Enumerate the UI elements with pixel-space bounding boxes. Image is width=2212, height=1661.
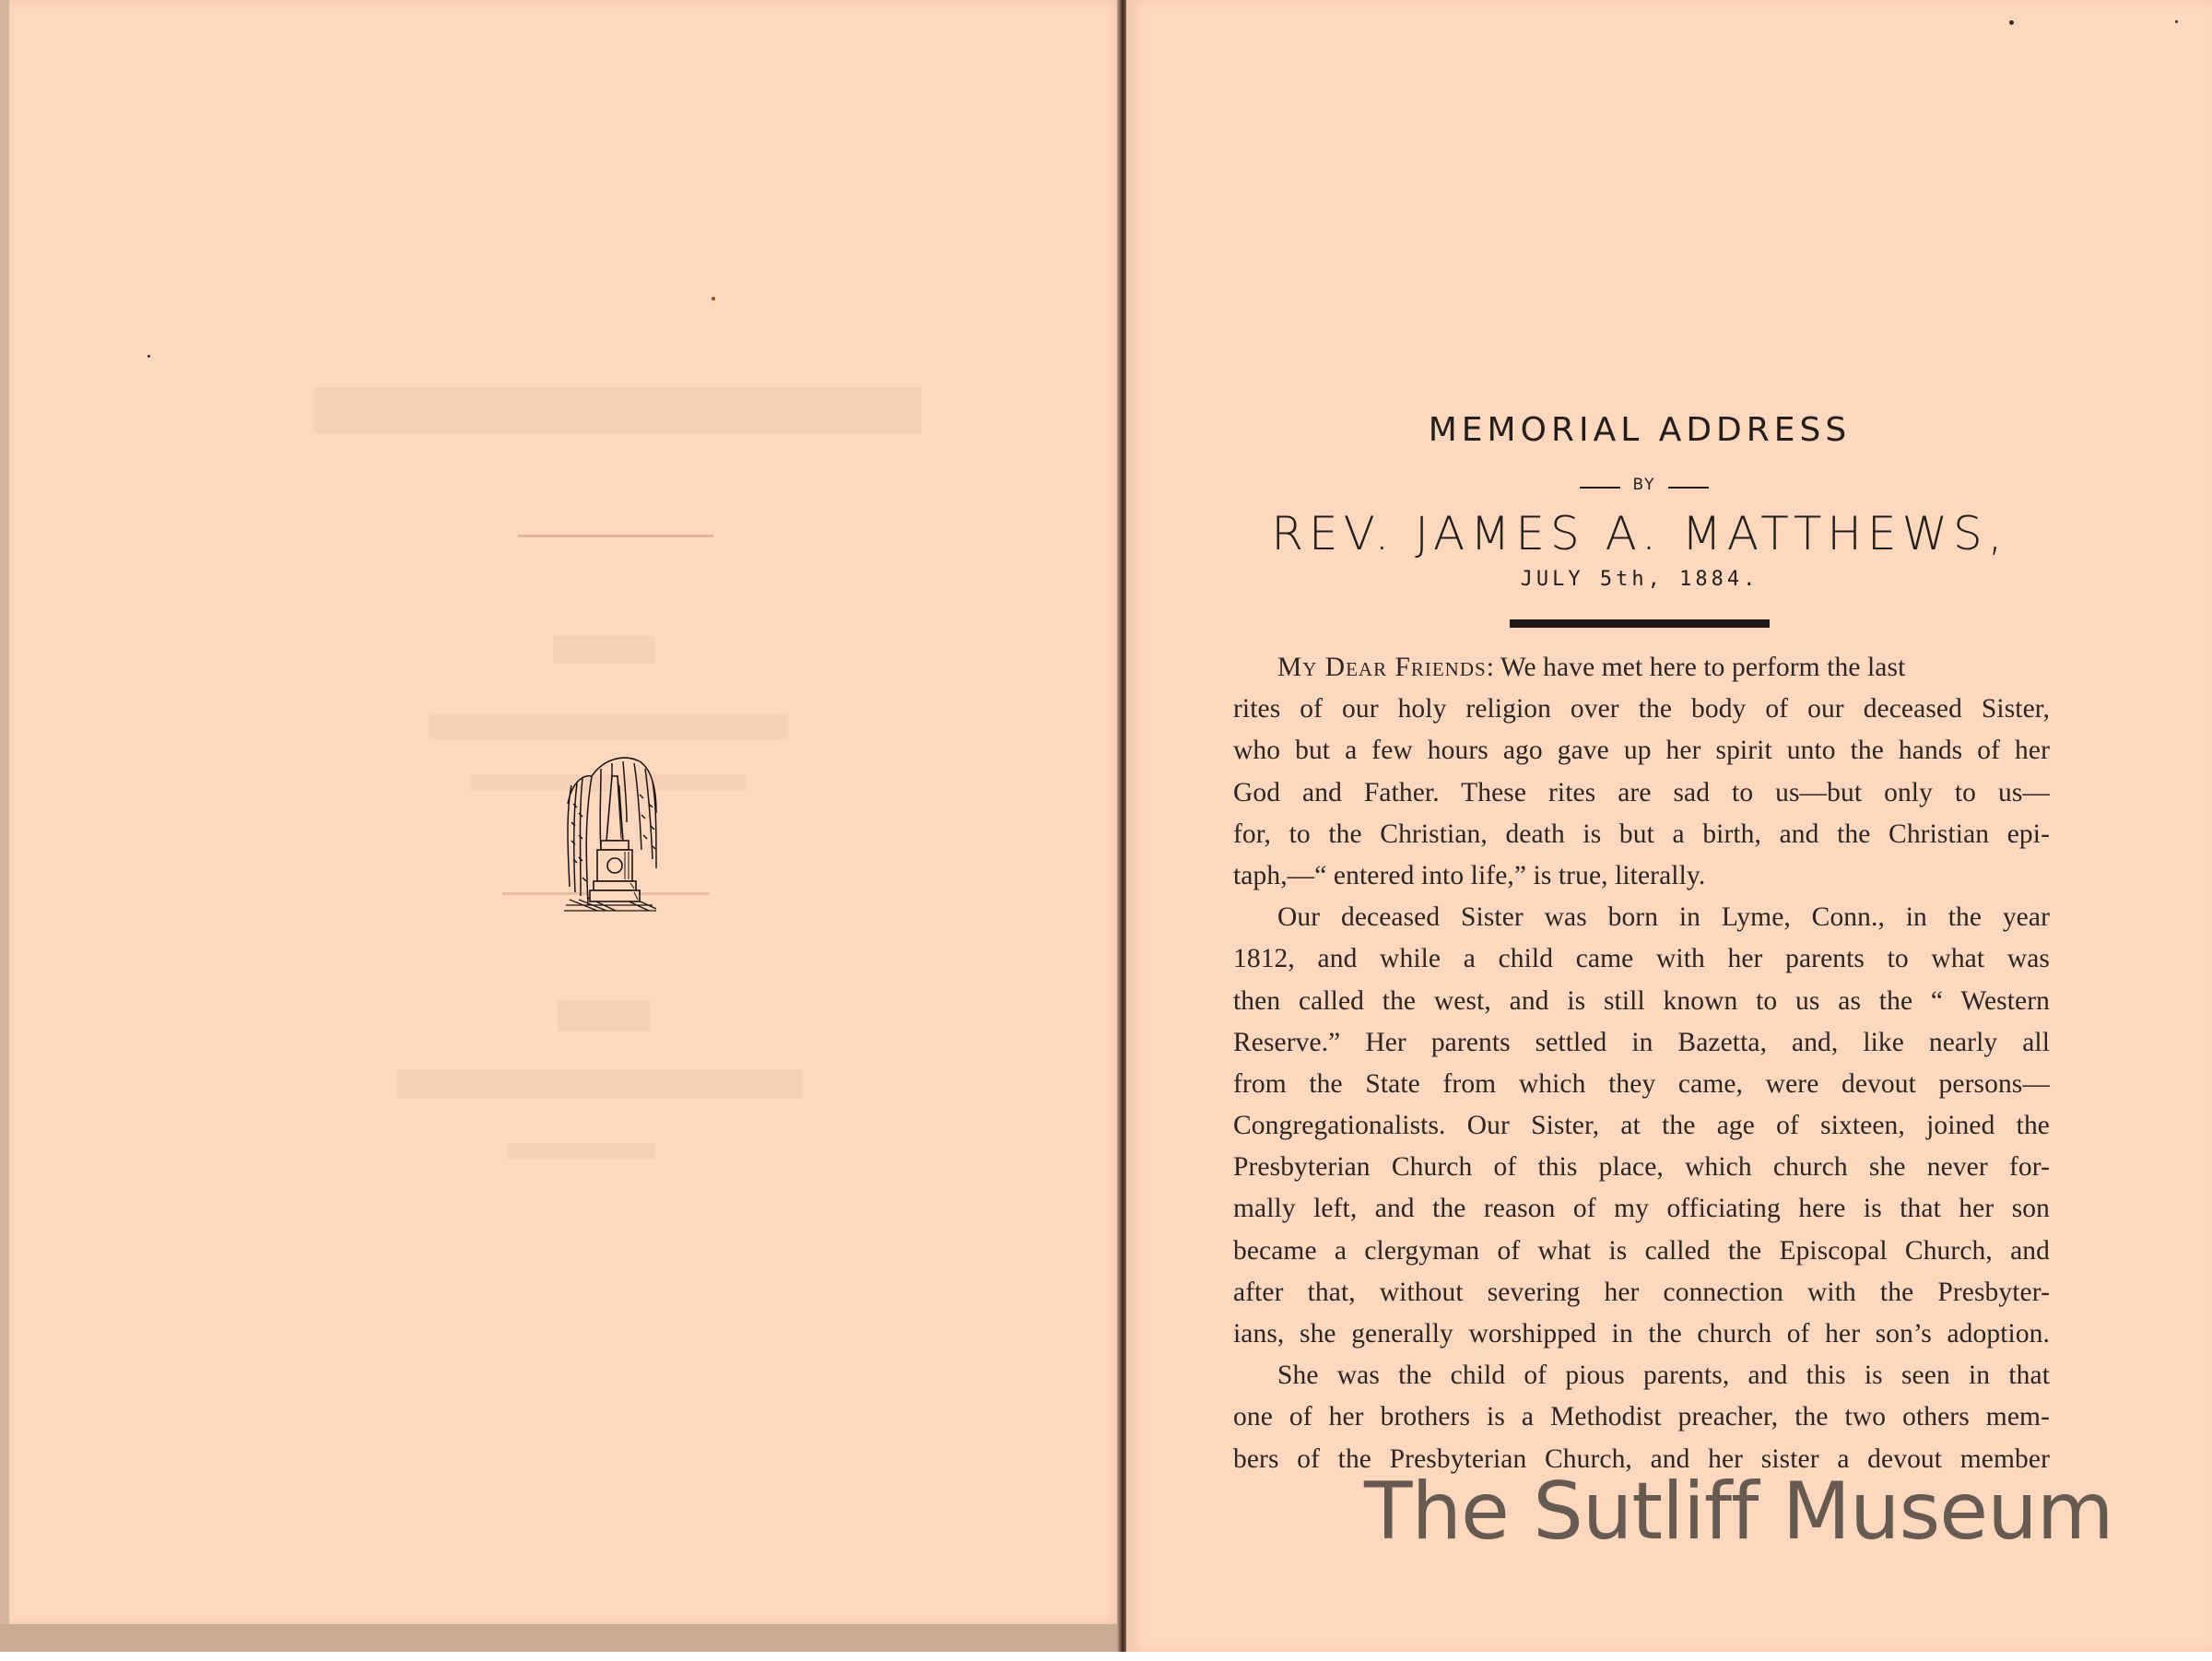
address-date: JULY 5th, 1884. [1520, 568, 1759, 591]
by-rule-left [1580, 487, 1620, 489]
salutation: My Dear Friends [1277, 653, 1487, 682]
text-line: 1812, and while a child came with her parents to what was [1233, 944, 2050, 974]
text-line: Our deceased Sister was born in Lyme, Conn., in the year [1277, 902, 2050, 933]
text-line: She was the child of pious parents, and this is seen in that [1277, 1361, 2050, 1391]
text-line: from the State from which they came, were devout persons— [1233, 1068, 2050, 1099]
text-line: bers of the Presbyterian Church, and her sister a devout member [1233, 1443, 2050, 1474]
text-line: Presbyterian Church of this place, which church she never for- [1233, 1152, 2050, 1183]
text-line: became a clergyman of what is called the Episcopal Church, and [1233, 1235, 2050, 1266]
by-line [1580, 476, 1709, 503]
text-line [1233, 647, 2050, 689]
by-label: BY [1632, 476, 1656, 494]
paper-speck [2175, 20, 2178, 23]
author-name: REV. JAMES A. MATTHEWS, [1271, 507, 2008, 560]
paper-speck [712, 297, 715, 300]
paper-speck [2009, 20, 2014, 25]
left-page [9, 0, 1121, 1624]
museum-watermark: The Sutliff Museum [1364, 1466, 2113, 1558]
memorial-address-title: MEMORIAL ADDRESS [1428, 411, 1852, 449]
text-line: who but a few hours ago gave up her spirit unto the hands of her [1233, 736, 2050, 766]
monument-willow-icon [560, 748, 660, 914]
text-line: taph,—“ entered into life,” is true, literally. [1233, 860, 1706, 890]
text-line: ians, she generally worshipped in the church of her son’s adoption. [1233, 1319, 2050, 1349]
text-line: then called the west, and is still known to us as the “ Western [1233, 985, 2050, 1016]
text-line: for, to the Christian, death is but a birth, and the Christian epi- [1233, 819, 2050, 849]
by-rule-right [1668, 487, 1709, 489]
text-line: Congregationalists. Our Sister, at the age of sixteen, joined the [1233, 1111, 2050, 1141]
paper-speck [147, 355, 150, 358]
text-line: Reserve.” Her parents settled in Bazetta, and, like nearly all [1233, 1027, 2050, 1057]
show-through-rule [518, 535, 713, 537]
address-body [1233, 647, 2050, 1480]
heading-rule [1510, 619, 1770, 628]
text-line: one of her brothers is a Methodist preacher, the two others mem- [1233, 1402, 2050, 1432]
text-line-content: : We have met here to perform the last [1486, 653, 1906, 682]
book-gutter [1117, 0, 1126, 1652]
text-line: mally left, and the reason of my officiating here is that her son [1233, 1194, 2050, 1224]
text-line: rites of our holy religion over the body of our deceased Sister, [1233, 694, 2050, 724]
text-line: God and Father. These rites are sad to us—but only to us— [1233, 777, 2050, 807]
text-line: after that, without severing her connection with the Presbyter- [1233, 1277, 2050, 1307]
cover-bottom-edge [0, 1624, 1117, 1652]
